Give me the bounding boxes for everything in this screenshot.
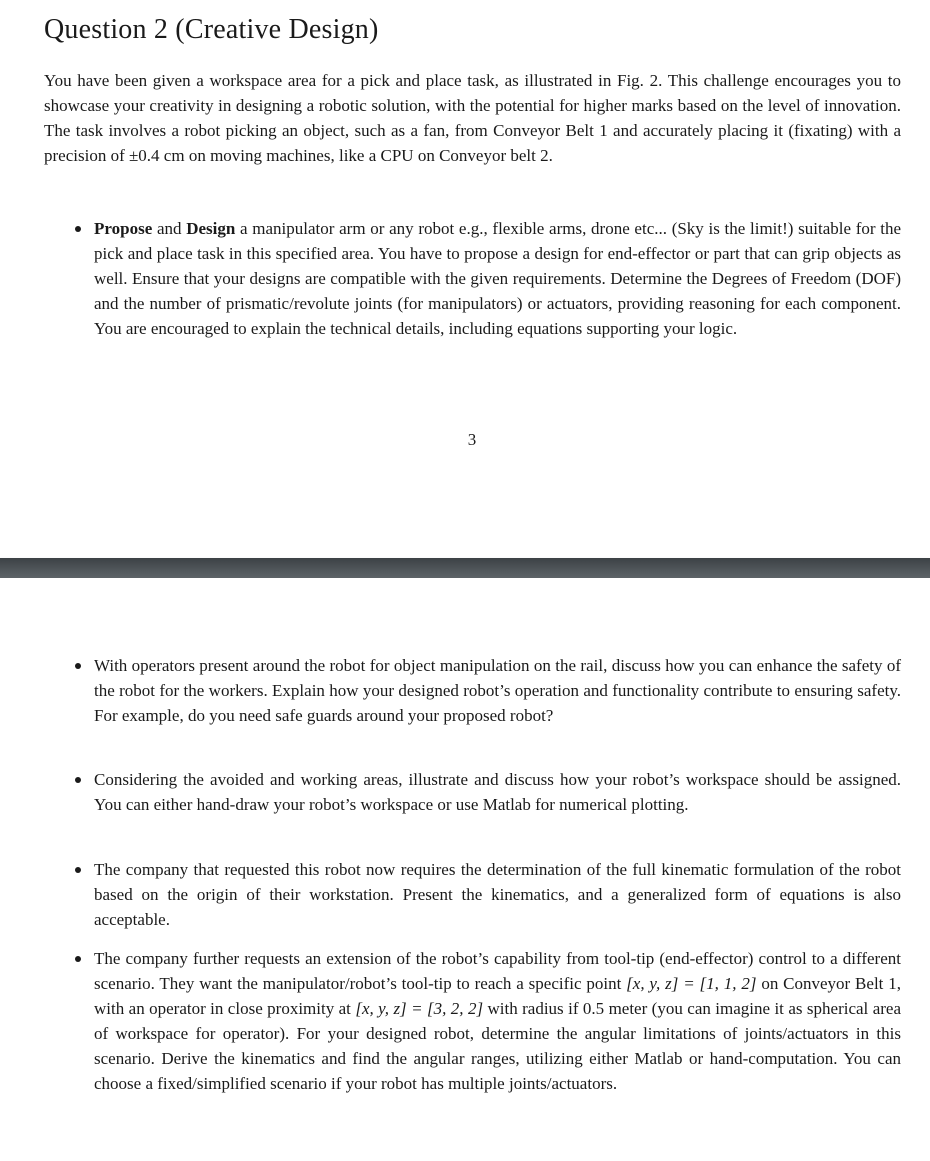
intro-paragraph: You have been given a workspace area for a pick and place task, as illustrated in Fig. 2. This challenge encourages you to showcase your creativity in designing a robotic solution, with the potential for higher marks based on the level of innovation. The task involves a robot picking an object, such as a fan, from Conveyor Belt 1 and accurately placing it (fixating) with a precision of ±0.4 cm on moving machines, like a CPU on Conveyor belt 2. <box>44 71 901 165</box>
bullet5-text-3: with radius if 0.5 meter (you can imagine it as spherical area of workspace for operator). For your designed robot, determine the angular limitations of joints/actuators in this scenario. Derive the kinematics and find the angular ranges, utilizing either Matlab or hand-computation. You can choose a fixed/simplified scenario if your robot has multiple joints/actuators. <box>94 999 901 1093</box>
bullet-safety: With operators present around the robot for object manipulation on the rail, discuss how you can enhance the safety of the robot for the workers. Explain how your designed robot’s operation and functionality contribute to ensuring safety. For example, do you need safe guards around your proposed robot? <box>94 653 901 728</box>
bold-design: Design <box>186 219 236 238</box>
document-page-bottom <box>0 578 930 1161</box>
page-separator <box>0 558 930 578</box>
bullet1-and: and <box>152 219 187 238</box>
bullet1-text: a manipulator arm or any robot e.g., flexible arms, drone etc... (Sky is the limit!) suitable for the pick and place task in this specified area. You have to propose a design for end-effector or part that can grip objects as well. Ensure that your designs are compatible with the given requirements. Determine the Degrees of Freedom (DOF) and the number of prismatic/revolute joints (for manipulators) or actuators, providing reasoning for each component. You are encouraged to explain the technical details, including equations supporting your logic. <box>94 219 902 338</box>
bullet-tool-tip <box>94 946 901 1096</box>
bullet5-text-2: on Conveyor Belt 1, with an operator in close proximity at <box>94 974 901 1018</box>
page-number: 3 <box>467 430 477 449</box>
bullet-kinematics: The company that requested this robot now requires the determination of the full kinematic formulation of the robot based on the origin of their workstation. Present the kinematics, and a generalized form of equations is also acceptable. <box>94 857 901 932</box>
bullet-workspace: Considering the avoided and working areas, illustrate and discuss how your robot’s workspace should be assigned. You can either hand-draw your robot’s workspace or use Matlab for numerical plotting. <box>94 767 901 817</box>
point-operator: [x, y, z] = [3, 2, 2] <box>355 999 484 1018</box>
document-page-top <box>0 0 930 558</box>
question-heading: Question 2 (Creative Design) <box>44 14 379 45</box>
bullet-propose-design <box>94 216 901 341</box>
bold-propose: Propose <box>94 219 153 238</box>
bullet5-text-1: The company further requests an extension of the robot’s capability from tool-tip (end-effector) control to a different scenario. They want the manipulator/robot’s tool-tip to reach a specific point <box>94 949 901 993</box>
point-target: [x, y, z] = [1, 1, 2] <box>626 974 757 993</box>
